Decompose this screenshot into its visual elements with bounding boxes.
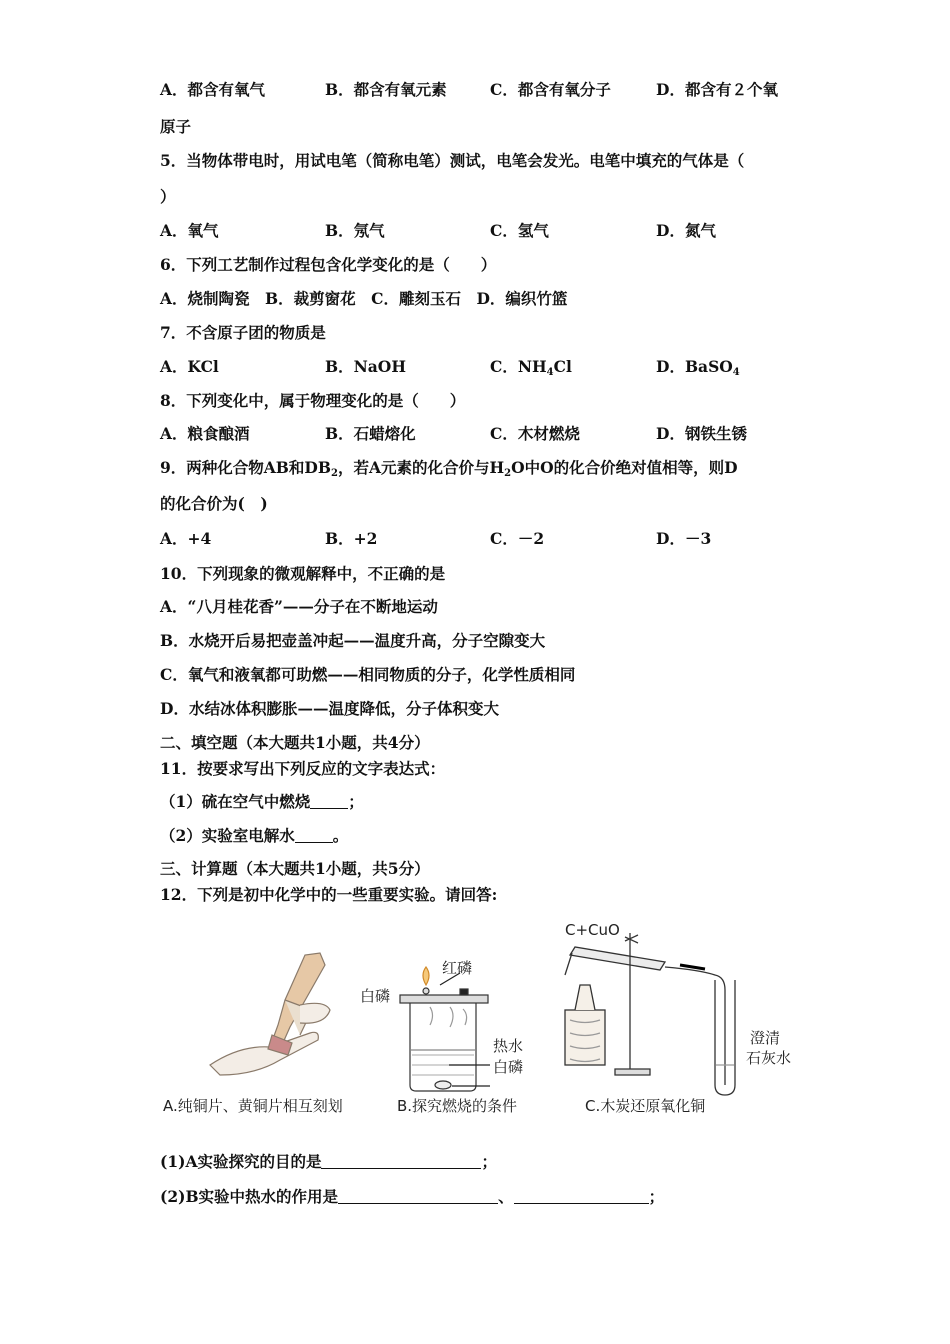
q8-option-a: A．粮食酿酒 [160, 424, 250, 443]
q5-stem: 5．当物体带电时，用试电笔（简称电笔）测试，电笔会发光。电笔中填充的气体是（ [160, 151, 745, 170]
q11-stem: 11．按要求写出下列反应的文字表达式： [160, 759, 446, 778]
q8-option-d: D．钢铁生锈 [656, 424, 747, 443]
label-red-phosphorus: 红磷 [442, 959, 473, 977]
label-limewater-line-2: 石灰水 [746, 1049, 792, 1067]
q10-option-c: C．氧气和液氧都可助燃——相同物质的分子，化学性质相同 [160, 665, 576, 684]
q7-stem: 7．不含原子团的物质是 [160, 323, 326, 342]
answer-blank[interactable] [295, 828, 333, 843]
scratching-illustration [210, 953, 330, 1075]
q5-option-b: B．氖气 [325, 221, 385, 240]
q9-stem: 9．两种化合物AB和$DB_2$，若A元素的化合价与$H_2O$中O的化合价绝对值相等，则D [160, 458, 738, 479]
q4-option-b: B．都含有氧元素 [325, 80, 447, 99]
q12-stem: 12．下列是初中化学中的一些重要实验。请回答: [160, 885, 498, 904]
label-white-phosphorus-bottom: 白磷 [493, 1058, 524, 1076]
q4-option-a: A．都含有氧气 [160, 80, 266, 99]
answer-blank[interactable] [514, 1189, 649, 1204]
q5-stem-continuation: ） [160, 187, 176, 206]
q10-option-d: D．水结冰体积膨胀——温度降低，分子体积变大 [160, 699, 499, 718]
q9-option-c: C．－2 [490, 529, 545, 548]
label-white-phosphorus-top: 白磷 [360, 987, 391, 1005]
q7-option-a: A．KCl [160, 357, 219, 376]
reduction-apparatus [565, 933, 735, 1095]
q6-stem: 6．下列工艺制作过程包含化学变化的是（ ） [160, 255, 497, 274]
q8-option-b: B．石蜡熔化 [325, 424, 416, 443]
q5-option-a: A．氧气 [160, 221, 219, 240]
caption-a: A.纯铜片、黄铜片相互刻划 [163, 1097, 343, 1115]
q8-stem: 8．下列变化中，属于物理变化的是（ ） [160, 391, 466, 410]
q5-option-d: D．氮气 [656, 221, 716, 240]
answer-blank[interactable] [310, 794, 348, 809]
q10-stem: 10．下列现象的微观解释中，不正确的是 [160, 564, 446, 583]
q10-option-a: A．“八月桂花香”——分子在不断地运动 [160, 597, 438, 616]
q12-part-1: (1)A实验探究的目的是 ； [160, 1152, 497, 1171]
combustion-beaker [400, 967, 490, 1091]
q11-part-2: （2）实验室电解水 。 [160, 826, 349, 845]
section-2-heading: 二、填空题（本大题共1小题，共4分） [160, 733, 430, 752]
label-hot-water: 热水 [493, 1037, 524, 1055]
q4-option-c: C．都含有氧分子 [490, 80, 611, 99]
experiment-diagrams [160, 915, 810, 1125]
q6-options: A．烧制陶瓷 B．裁剪窗花 C．雕刻玉石 D．编织竹篮 [160, 289, 568, 308]
section-3-heading: 三、计算题（本大题共1小题，共5分） [160, 859, 430, 878]
q7-option-d: D．BaSO$_4$ [656, 357, 740, 378]
q9-stem-continuation: 的化合价为( ) [160, 494, 268, 513]
q4-option-d: D．都含有２个氧 [656, 80, 778, 99]
q10-option-b: B．水烧开后易把壶盖冲起——温度升高，分子空隙变大 [160, 631, 546, 650]
q9-option-b: B．+2 [325, 529, 378, 548]
caption-c: C.木炭还原氧化铜 [585, 1097, 706, 1115]
q8-option-c: C．木材燃烧 [490, 424, 580, 443]
q9-option-a: A．+4 [160, 529, 212, 548]
caption-b: B.探究燃烧的条件 [397, 1097, 518, 1115]
label-limewater-line-1: 澄清 [750, 1029, 781, 1047]
answer-blank[interactable] [321, 1154, 481, 1169]
q7-option-b: B．NaOH [325, 357, 406, 376]
label-carbon-copper-oxide: C+CuO [565, 921, 620, 939]
q4-option-d-continuation: 原子 [160, 117, 192, 136]
answer-blank[interactable] [338, 1189, 498, 1204]
q12-part-2: (2)B实验中热水的作用是 、 ； [160, 1187, 665, 1206]
q11-part-1: （1）硫在空气中燃烧 ； [160, 792, 364, 811]
q9-option-d: D．－3 [656, 529, 712, 548]
q7-option-c: C．$NH_4Cl$ [490, 357, 572, 378]
q12-experiment-figure [160, 915, 810, 1125]
q5-option-c: C．氢气 [490, 221, 549, 240]
